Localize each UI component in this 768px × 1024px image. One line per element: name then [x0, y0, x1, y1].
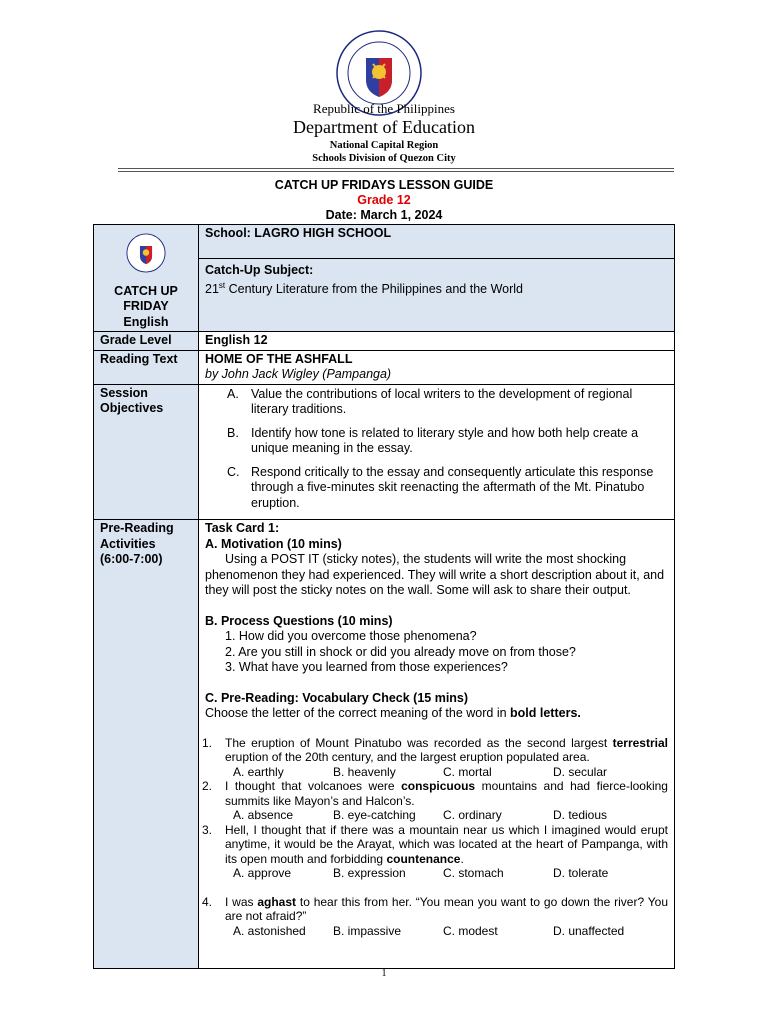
- lesson-guide-table: [93, 224, 675, 969]
- lesson-guide-title: CATCH UP FRIDAYS LESSON GUIDE: [274, 178, 494, 192]
- region-line: National Capital Region: [329, 140, 439, 151]
- page-number: 1: [381, 968, 387, 979]
- motivation-text: Using a POST IT (sticky notes), the students will write the most shocking phenomenon they had experienced. They will write a short description about it, and they will post the sticky notes on the wall. Some will ask to share their output.: [205, 552, 665, 597]
- objective-item: C. Respond critically to the essay and consequently articulate this response through a five-minutes skit reenacting the aftermath of the Mt. Pinatubo eruption.: [227, 464, 654, 510]
- objective-item: B. Identify how tone is related to literary style and how both help create a unique meaning in the essay.: [227, 425, 639, 455]
- lesson-date: Date: March 1, 2024: [325, 208, 443, 222]
- deped-seal-small: [126, 233, 166, 273]
- vocab-item: 4. I was aghast to hear this from her. “You mean you want to go down the river? You are not afraid?”: [202, 894, 668, 923]
- school-cell: School: LAGRO HIGH SCHOOL: [199, 225, 675, 259]
- division-line: Schools Division of Quezon City: [312, 153, 456, 164]
- process-question: 1. How did you overcome those phenomena?: [225, 629, 477, 643]
- objective-item: A. Value the contributions of local writers to the development of regional literary traditions.: [227, 386, 633, 416]
- vocab-options: A. astonished B. impassive C. modest D. unaffected: [233, 923, 625, 938]
- process-question: 2. Are you still in shock or did you already move on from those?: [225, 644, 576, 659]
- left-header-line-2: FRIDAY: [123, 299, 169, 313]
- vocab-instructions: Choose the letter of the correct meaning of the word in bold letters.: [205, 706, 581, 720]
- vocab-options: A. absence B. eye-catching C. ordinary D. tedious: [233, 808, 608, 822]
- session-objectives-cell: [199, 384, 675, 520]
- catch-up-friday-cell: [94, 225, 199, 332]
- republic-line: Republic of the Philippines: [313, 101, 455, 116]
- grade-level-label: Grade Level: [94, 332, 199, 351]
- reading-text-label: Reading Text: [94, 350, 199, 384]
- vocab-item: 1. The eruption of Mount Pinatubo was recorded as the second largest terrestrial eruption of the 20th century, and the largest eruption populated area.: [202, 735, 668, 764]
- header-rule-bottom: [118, 171, 674, 172]
- process-questions-title: B. Process Questions (10 mins): [205, 613, 393, 628]
- left-header-line-1: CATCH UP: [114, 283, 178, 298]
- subject-label: Catch-Up Subject:: [205, 262, 314, 277]
- objectives-list: [205, 387, 668, 512]
- subject-value: 21st Century Literature from the Philippines and the World: [205, 281, 523, 297]
- vocab-list: [202, 735, 668, 939]
- reading-title: HOME OF THE ASHFALL: [205, 351, 353, 366]
- header-rule-top: [118, 168, 674, 169]
- vocab-options: A. approve B. expression C. stomach D. tolerate: [233, 866, 609, 880]
- vocab-item: 2. I thought that volcanoes were conspicuous mountains and had fierce-looking summits like Mayon’s and Halcon’s.: [202, 779, 668, 808]
- department-line: Department of Education: [293, 117, 475, 137]
- process-question: 3. What have you learned from those experiences?: [225, 660, 508, 674]
- grade-title: Grade 12: [357, 193, 411, 207]
- grade-level-value: English 12: [199, 332, 675, 351]
- task-card-title: Task Card 1:: [205, 521, 280, 535]
- reading-text-cell: [199, 350, 675, 384]
- vocab-check-title: C. Pre-Reading: Vocabulary Check (15 mins): [205, 690, 469, 705]
- pre-reading-cell: [199, 520, 675, 969]
- subject-cell: [199, 258, 675, 331]
- reading-author: by John Jack Wigley (Pampanga): [205, 367, 392, 381]
- vocab-options: A. earthly B. heavenly C. mortal D. secular: [233, 764, 608, 779]
- pre-reading-label: Pre-Reading Activities (6:00-7:00): [94, 520, 199, 969]
- vocab-item: 3. Hell, I thought that if there was a mountain near us which I imagined would erupt anytime, it would be the Arayat, which was located at the heart of Pampanga, with its open mouth and forbidding countenance.: [202, 822, 668, 866]
- session-objectives-label: Session Objectives: [94, 384, 199, 520]
- left-header-line-3: English: [123, 314, 169, 329]
- motivation-title: A. Motivation (10 mins): [205, 536, 342, 551]
